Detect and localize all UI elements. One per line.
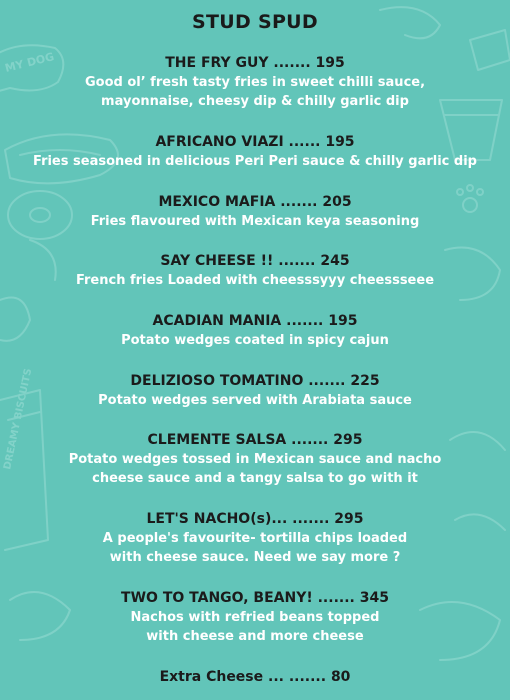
item-description: cheese sauce and a tangy salsa to go with it — [92, 471, 418, 486]
menu-item — [0, 510, 510, 567]
menu-title: STUD SPUD — [192, 11, 318, 33]
menu-item — [0, 668, 510, 687]
item-name-price: ACADIAN MANIA ....... 195 — [152, 313, 358, 329]
menu-item — [0, 193, 510, 231]
menu-item — [0, 589, 510, 646]
item-description: Fries seasoned in delicious Peri Peri sauce & chilly garlic dip — [33, 154, 477, 169]
menu-item — [0, 372, 510, 410]
item-description: Potato wedges coated in spicy cajun — [121, 333, 389, 348]
menu-item — [0, 252, 510, 290]
item-name-price: SAY CHEESE !! ....... 245 — [160, 253, 350, 269]
menu-item — [0, 54, 510, 111]
item-description: A people's favourite- tortilla chips loaded — [102, 531, 408, 546]
item-description: Potato wedges tossed in Mexican sauce and nacho — [68, 452, 442, 467]
item-name-price: MEXICO MAFIA ....... 205 — [158, 194, 352, 210]
item-description: Good ol’ fresh tasty fries in sweet chilli sauce, — [84, 75, 426, 90]
item-name-price: TWO TO TANGO, BEANY! ....... 345 — [121, 590, 389, 606]
item-description: mayonnaise, cheesy dip & chilly garlic dip — [101, 94, 409, 109]
item-name-price: Extra Cheese ... ....... 80 — [159, 669, 351, 685]
item-name-price: DELIZIOSO TOMATINO ....... 225 — [130, 373, 380, 389]
doodle-text-dog: MY DOG — [3, 50, 56, 75]
doodle-text-biscuits: DREAMY BISCUITS — [2, 367, 35, 471]
item-description: Potato wedges served with Arabiata sauce — [98, 393, 412, 408]
item-description: with cheese sauce. Need we say more ? — [109, 550, 401, 565]
item-description: with cheese and more cheese — [146, 629, 364, 644]
menu-item — [0, 312, 510, 350]
item-description: French fries Loaded with cheesssyyy cheessseee — [75, 273, 435, 288]
item-name-price: AFRICANO VIAZI ...... 195 — [155, 134, 355, 150]
item-name-price: LET'S NACHO(s)... ....... 295 — [146, 511, 364, 527]
menu-item — [0, 431, 510, 488]
menu-item — [0, 133, 510, 171]
item-description: Nachos with refried beans topped — [130, 610, 380, 625]
item-name-price: THE FRY GUY ....... 195 — [165, 55, 345, 71]
item-name-price: CLEMENTE SALSA ....... 295 — [147, 432, 363, 448]
item-description: Fries flavoured with Mexican keya seasoning — [90, 214, 420, 229]
